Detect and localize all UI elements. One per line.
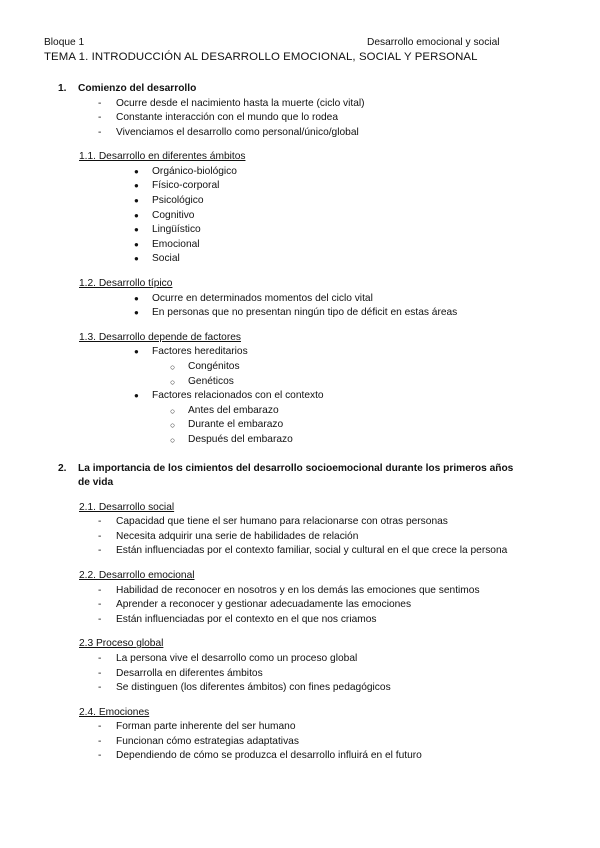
subsection-2-3-list <box>0 652 600 696</box>
list-item: - Vivenciamos el desarrollo como personal/único/global <box>0 126 600 141</box>
bullet-icon: ● <box>134 391 139 401</box>
header-left: Bloque 1 <box>44 37 85 48</box>
list-item: - La persona vive el desarrollo como un proceso global <box>0 652 600 667</box>
bullet-icon: ● <box>134 210 139 220</box>
subsection-1-2-title: 1.2. Desarrollo típico <box>79 278 173 290</box>
subsection-1-3-list <box>0 345 600 360</box>
circle-bullet-icon: ○ <box>170 362 176 372</box>
subsection-2-3-title: 2.3 Proceso global <box>79 638 164 650</box>
document-content <box>0 82 600 764</box>
circle-bullet-icon: ○ <box>170 420 176 431</box>
list-item: ● Emocional <box>0 238 600 253</box>
subsection-1-3-list-b <box>0 389 600 404</box>
subsection-2-2-list <box>0 584 600 628</box>
list-item: - Ocurre desde el nacimiento hasta la muerte (ciclo vital) <box>0 97 600 112</box>
bullet-icon: ● <box>134 196 139 206</box>
list-item: - Forman parte inherente del ser humano <box>0 720 600 735</box>
section-2-number: 2. <box>58 462 67 474</box>
subsection-2-1-title: 2.1. Desarrollo social <box>79 501 175 513</box>
circle-bullet-icon: ○ <box>170 434 176 445</box>
list-item: - Dependiendo de cómo se produzca el desarrollo influirá en el futuro <box>0 749 600 764</box>
list-item: - Funcionan cómo estrategias adaptativas <box>0 735 600 750</box>
list-item: ● Ocurre en determinados momentos del ciclo vital <box>0 292 600 307</box>
list-item: - Están influenciadas por el contexto en el que nos criamos <box>0 613 600 628</box>
circle-bullet-icon: ○ <box>170 405 176 416</box>
subsection-1-3-title: 1.3. Desarrollo depende de factores <box>79 331 241 343</box>
section-1-number: 1. <box>58 83 67 94</box>
section-1-heading <box>0 82 600 97</box>
section-1 <box>0 82 600 448</box>
circle-bullet-icon: ○ <box>170 376 176 387</box>
list-item: ● Orgánico-biológico <box>0 165 600 180</box>
subsection-2-1-list <box>0 515 600 559</box>
header-right: Desarrollo emocional y social <box>367 37 500 48</box>
list-item: ● Físico-corporal <box>0 179 600 194</box>
section-2-title-line2: de vida <box>78 477 114 489</box>
document-title: TEMA 1. INTRODUCCIÓN AL DESARROLLO EMOCIONAL, SOCIAL Y PERSONAL <box>44 51 478 63</box>
subsection-1-1-title: 1.1. Desarrollo en diferentes ámbitos <box>79 151 246 163</box>
list-item: - Necesita adquirir una serie de habilidades de relación <box>0 530 600 545</box>
list-item: ● Lingüístico <box>0 223 600 238</box>
list-item: ○ Antes del embarazo <box>0 404 600 419</box>
list-item: ○ Después del embarazo <box>0 433 600 448</box>
bullet-icon: ● <box>134 293 139 303</box>
section-2 <box>0 462 600 765</box>
list-item: ○ Congénitos <box>0 360 600 375</box>
bullet-icon: ● <box>134 225 139 235</box>
list-item: ○ Durante el embarazo <box>0 418 600 433</box>
subsection-2-2-title: 2.2. Desarrollo emocional <box>79 569 195 581</box>
list-item: ● Social <box>0 252 600 267</box>
section-1-title: Comienzo del desarrollo <box>78 83 197 94</box>
list-item: - Desarrolla en diferentes ámbitos <box>0 667 600 682</box>
bullet-icon: ● <box>134 239 139 249</box>
subsection-1-1-list <box>0 165 600 267</box>
bullet-icon: ● <box>134 166 139 176</box>
list-item: ● Psicológico <box>0 194 600 209</box>
section-1-list <box>0 97 600 141</box>
subsection-2-4-list <box>0 720 600 764</box>
list-item: ● Cognitivo <box>0 209 600 224</box>
subsection-1-3-sublist-b <box>0 404 600 448</box>
subsection-1-3-sublist-a <box>0 360 600 389</box>
list-item: - Aprender a reconocer y gestionar adecuadamente las emociones <box>0 598 600 613</box>
list-item: ○ Genéticos <box>0 375 600 390</box>
bullet-icon: ● <box>134 181 139 191</box>
list-item: - Están influenciadas por el contexto familiar, social y cultural en el que crece la persona <box>0 544 600 559</box>
bullet-icon: ● <box>134 254 139 264</box>
subsection-1-2-list <box>0 292 600 321</box>
list-item: - Capacidad que tiene el ser humano para relacionarse con otras personas <box>0 515 600 530</box>
section-2-heading <box>0 462 600 491</box>
list-item: - Habilidad de reconocer en nosotros y en los demás las emociones que sentimos <box>0 584 600 599</box>
bullet-icon: ● <box>134 347 139 357</box>
bullet-icon: ● <box>134 308 139 318</box>
section-2-title-line1: La importancia de los cimientos del desarrollo socioemocional durante los primeros años <box>78 462 514 474</box>
list-item: ● En personas que no presentan ningún tipo de déficit en estas áreas <box>0 306 600 321</box>
list-item: ● Factores relacionados con el contexto <box>0 389 600 404</box>
list-item: - Se distinguen (los diferentes ámbitos) con fines pedagógicos <box>0 681 600 696</box>
list-item: - Constante interacción con el mundo que lo rodea <box>0 111 600 126</box>
list-item: ● Factores hereditarios <box>0 345 600 360</box>
subsection-2-4-title: 2.4. Emociones <box>79 706 150 718</box>
